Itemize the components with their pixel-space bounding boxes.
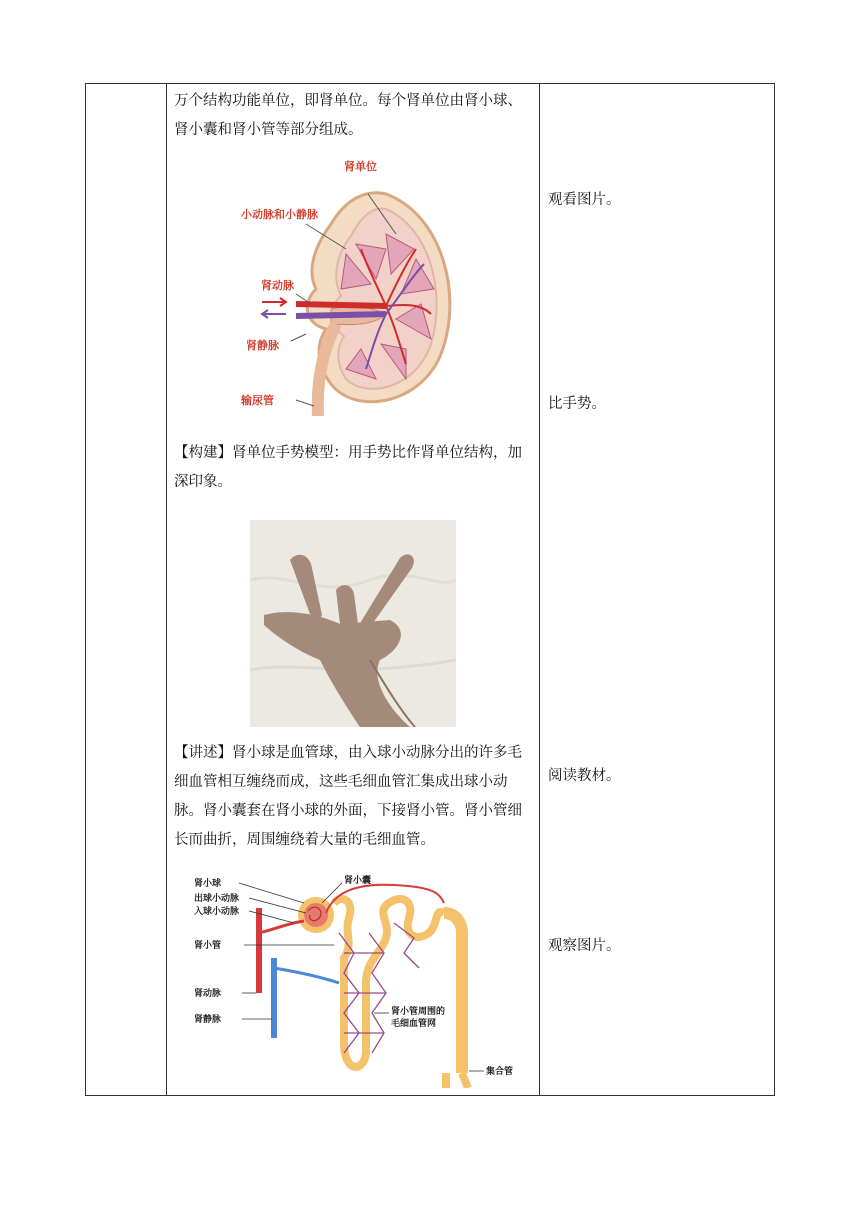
construct-line-1: 【构建】肾单位手势模型：用手势比作肾单位结构，加 xyxy=(174,445,522,461)
explain-line-1: 【讲述】肾小球是血管球，由入球小动脉分出的许多毛 xyxy=(174,745,522,761)
explain-line-2: 细血管相互缠绕而成，这些毛细血管汇集成出球小动 xyxy=(174,774,508,790)
label-renal-vein: 肾静脉 xyxy=(246,339,279,352)
lesson-table xyxy=(85,83,775,1096)
paragraph-intro xyxy=(174,87,534,145)
right-step-4: 观察图片。 xyxy=(548,938,621,954)
label-nephron: 肾单位 xyxy=(344,160,377,173)
label-tubule: 肾小管 xyxy=(194,941,222,951)
label-artery: 肾动脉 xyxy=(194,989,222,999)
explain-line-4: 长而曲折，周围缠绕着大量的毛细血管。 xyxy=(174,832,435,848)
right-step-3: 阅读教材。 xyxy=(548,768,621,784)
nephron-diagram xyxy=(194,873,539,1088)
label-collecting-duct: 集合管 xyxy=(486,1067,514,1077)
paragraph-explain xyxy=(174,739,534,855)
label-efferent-arteriole: 出球小动脉 xyxy=(194,894,240,904)
paragraph-construct xyxy=(174,439,534,497)
hand-gesture-photo xyxy=(250,520,456,727)
construct-line-2: 深印象。 xyxy=(174,474,232,490)
column-divider-2 xyxy=(539,84,540,1095)
label-capillary-2: 毛细血管网 xyxy=(391,1019,437,1029)
label-arteriole-venule: 小动脉和小静脉 xyxy=(241,208,318,221)
label-capsule: 肾小囊 xyxy=(344,876,372,886)
label-vein: 肾静脉 xyxy=(194,1015,222,1025)
right-step-2: 比手势。 xyxy=(548,396,606,412)
explain-line-3: 脉。肾小囊套在肾小球的外面，下接肾小管。肾小管细 xyxy=(174,803,522,819)
intro-line-1: 万个结构功能单位，即肾单位。每个肾单位由肾小球、 xyxy=(174,93,522,109)
label-capillary-1: 肾小管周围的 xyxy=(391,1007,446,1017)
label-renal-artery: 肾动脉 xyxy=(261,279,294,292)
kidney-diagram xyxy=(236,154,466,416)
label-ureter: 输尿管 xyxy=(241,394,274,407)
label-afferent-arteriole: 入球小动脉 xyxy=(194,907,240,917)
column-divider-1 xyxy=(166,84,167,1095)
label-glomerulus: 肾小球 xyxy=(194,879,222,889)
intro-line-2: 肾小囊和肾小管等部分组成。 xyxy=(174,122,363,138)
right-step-1: 观看图片。 xyxy=(548,192,621,208)
